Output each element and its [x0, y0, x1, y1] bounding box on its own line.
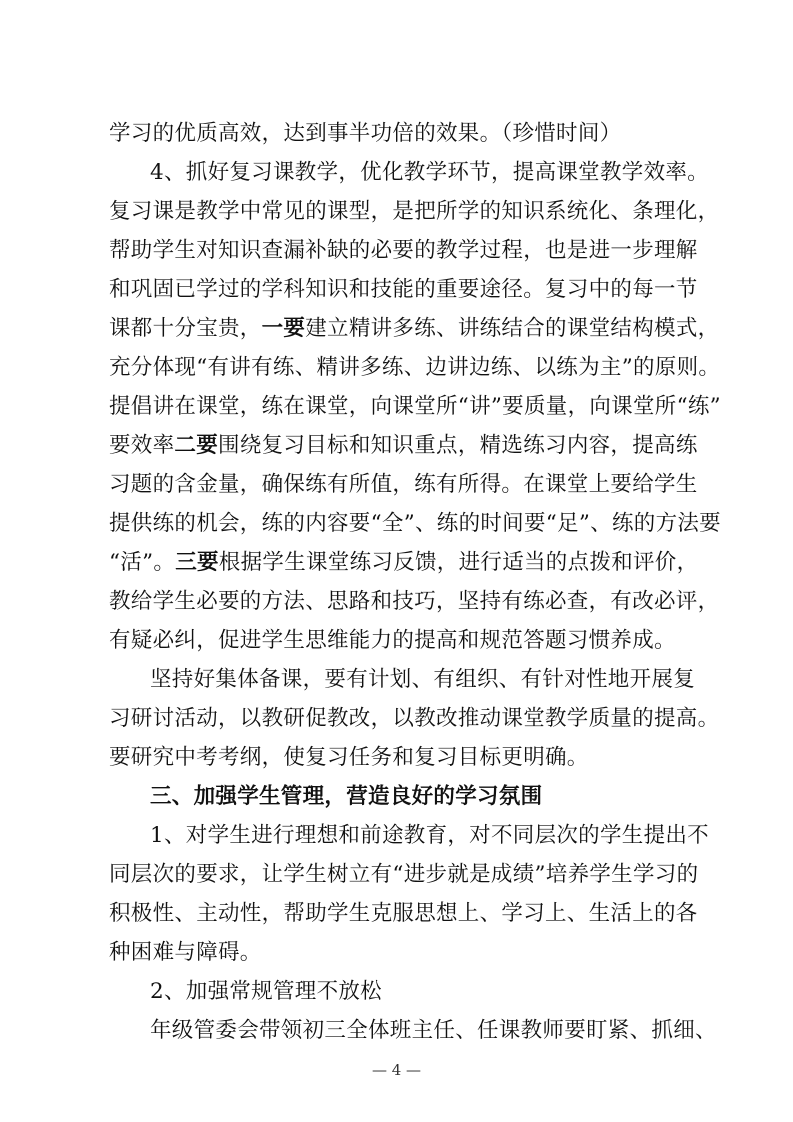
text-segment: 年级管委会带领初三全体班主任、任课教师要盯紧、抓细、 — [150, 1018, 717, 1043]
text-line — [109, 551, 698, 575]
text-line — [109, 590, 719, 614]
text-line — [150, 668, 695, 692]
text-line — [150, 1019, 717, 1043]
emphasis-text: 三要 — [175, 550, 219, 575]
text-line — [150, 980, 382, 1004]
text-segment: 提倡讲在课堂，练在课堂，向课堂所“讲”要质量，向课堂所“练” — [109, 394, 721, 419]
heading-text: 三、加强学生管理，营造良好的学习氛围 — [150, 784, 543, 809]
text-segment: 积极性、主动性，帮助学生克服思想上、学习上、生活上的各 — [109, 901, 698, 926]
text-line — [150, 161, 709, 185]
text-line — [109, 902, 698, 926]
text-line — [109, 122, 621, 146]
text-segment: 课都十分宝贵， — [109, 316, 262, 341]
text-line — [109, 356, 720, 380]
text-segment: 种困难与障碍。 — [109, 940, 262, 965]
text-line — [109, 434, 698, 458]
text-line — [109, 200, 719, 224]
text-line — [109, 473, 698, 497]
text-segment: 2、加强常规管理不放松 — [150, 979, 382, 1004]
text-line — [109, 941, 262, 965]
text-segment: 帮助学生对知识查漏补缺的必要的教学过程，也是进一步理解 — [109, 238, 698, 263]
text-line — [109, 629, 676, 653]
text-segment: 建立精讲多练、讲练结合的课堂结构模式， — [305, 316, 720, 341]
text-segment: 复习课是教学中常见的课型，是把所学的知识系统化、条理化， — [109, 199, 720, 224]
text-line — [109, 746, 589, 770]
text-line — [109, 278, 698, 302]
text-segment: 围绕复习目标和知识重点，精选练习内容，提高练 — [218, 433, 698, 458]
text-segment: 学习的优质高效，达到事半功倍的效果。（珍惜时间） — [109, 121, 622, 146]
text-segment: 坚持好集体备课，要有计划、有组织、有针对性地开展复 — [150, 667, 696, 692]
text-line — [109, 863, 698, 887]
emphasis-text: 二要 — [174, 433, 219, 458]
text-segment: 4、抓好复习课教学，优化教学环节，提高课堂教学效率。 — [150, 160, 709, 185]
text-segment: 提供练的机会，练的内容要“全”、练的时间要“足”、练的方法要 — [109, 511, 721, 536]
text-line — [109, 239, 698, 263]
text-line — [109, 512, 721, 536]
text-segment: 习研讨活动，以教研促教改，以教改推动课堂教学质量的提高。 — [109, 706, 720, 731]
text-segment: 有疑必纠，促进学生思维能力的提高和规范答题习惯养成。 — [109, 628, 676, 653]
text-segment: 根据学生课堂练习反馈，进行适当的点拨和评价， — [218, 550, 699, 575]
text-segment: 1、对学生进行理想和前途教育，对不同层次的学生提出不 — [150, 823, 709, 848]
section-heading — [150, 785, 542, 809]
text-segment: 要效率 — [109, 433, 175, 458]
text-line — [109, 395, 721, 419]
text-segment: 要研究中考考纲，使复习任务和复习目标更明确。 — [109, 745, 589, 770]
emphasis-text: 一要 — [261, 316, 306, 341]
text-segment: 和巩固已学过的学科知识和技能的重要途径。复习中的每一节 — [109, 277, 698, 302]
text-segment: 充分体现“有讲有练、精讲多练、边讲边练、以练为主”的原则。 — [109, 355, 721, 380]
text-segment: 教给学生必要的方法、思路和技巧，坚持有练必查，有改必评， — [109, 589, 720, 614]
text-segment: 同层次的要求，让学生树立有“进步就是成绩”培养学生学习的 — [109, 862, 699, 887]
text-line — [150, 824, 709, 848]
text-line — [109, 707, 719, 731]
page-number: — 4 — — [371, 1061, 422, 1079]
text-segment: “活”。 — [109, 550, 176, 575]
text-segment: 习题的含金量，确保练有所值，练有所得。在课堂上要给学生 — [109, 472, 698, 497]
text-line — [109, 317, 719, 341]
